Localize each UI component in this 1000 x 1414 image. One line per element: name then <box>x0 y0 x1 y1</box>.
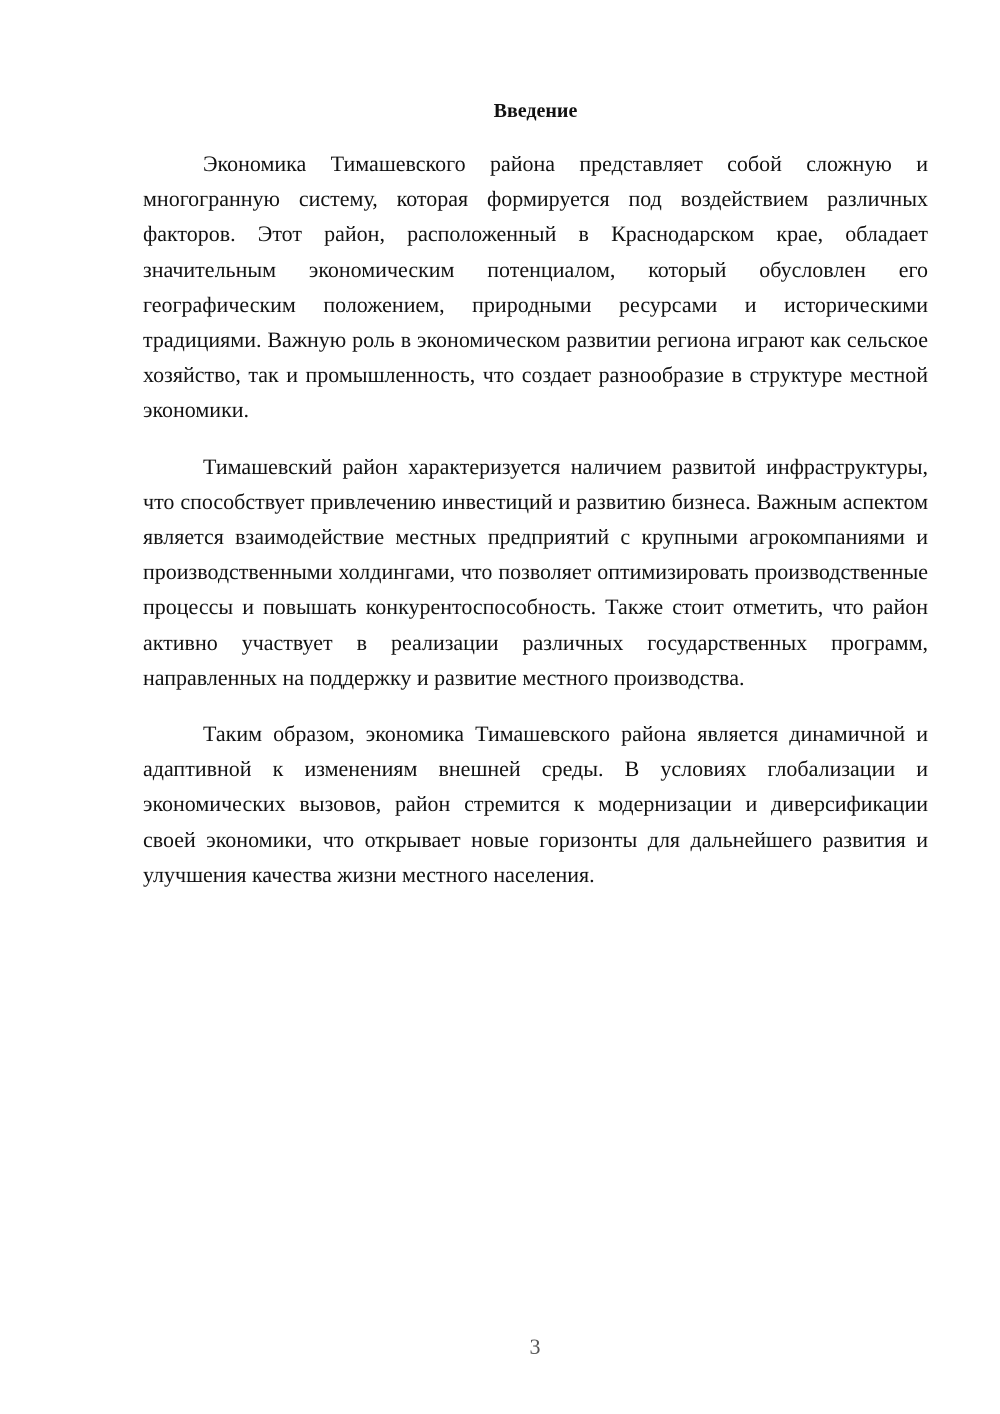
page-number: 3 <box>529 1334 541 1359</box>
paragraph-introduction-2: Тимашевский район характеризуется наличием развитой инфраструктуры, что способствует привлечению инвестиций и развитию бизнеса. Важным аспектом является взаимодействие местных предприятий с крупными агрокомпаниями и производственными холдингами, что позволяет оптимизировать производственные процессы и повышать конкурентоспособность. Также стоит отметить, что район активно участвует в реализации различных государственных программ, направленных на поддержку и развитие местного производства. <box>143 453 928 690</box>
paragraph-introduction-1: Экономика Тимашевского района представляет собой сложную и многогранную систему, которая формируется под воздействием различных факторов. Этот район, расположенный в Краснодарском крае, обладает значительным экономическим потенциалом, который обусловлен его географическим положением, природными ресурсами и историческими традициями. Важную роль в экономическом развитии региона играют как сельское хозяйство, так и промышленность, что создает разнообразие в структуре местной экономики. <box>143 151 928 423</box>
page-title: Введение <box>493 100 578 122</box>
paragraph-introduction-3: Таким образом, экономика Тимашевского района является динамичной и адаптивной к изменениям внешней среды. В условиях глобализации и экономических вызовов, район стремится к модернизации и диверсификации своей экономики, что открывает новые горизонты для дальнейшего развития и улучшения качества жизни местного населения. <box>143 721 928 887</box>
page-content <box>143 96 928 892</box>
